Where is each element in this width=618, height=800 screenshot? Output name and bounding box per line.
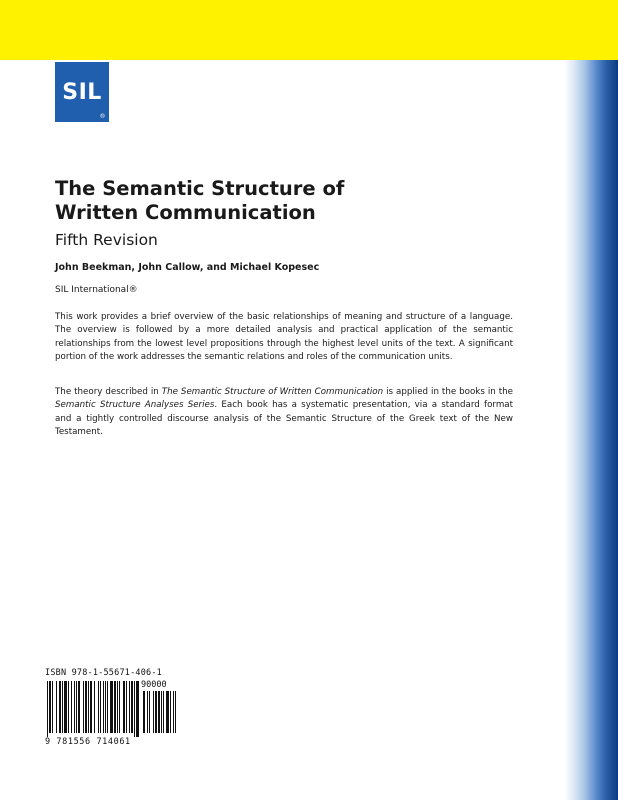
- barcode-bars-icon: [45, 681, 180, 737]
- description-p2-part-a: The theory described in: [55, 387, 162, 397]
- description-p2-part-c: . Each book has a systematic presentation, via a standard format and a tightly controlled discourse analysis of the Semantic Structure of the Greek text of the New Testament.: [55, 400, 514, 438]
- sil-logo-registered-mark: ®: [99, 113, 106, 120]
- description-p2-part-b: is applied in the books in the: [383, 387, 513, 397]
- book-subtitle: Fifth Revision: [55, 231, 158, 249]
- description-paragraph-1: This work provides a brief overview of the basic relationships of meaning and structure of a language. The overview is followed by a more detailed analysis and practical application of the semantic relationships from the lowest level propositions through the highest level units of the text. A significant portion of the work addresses the semantic relations and roles of the communication units.: [55, 312, 513, 363]
- blue-spine-gradient: [564, 60, 618, 800]
- sil-logo: [55, 62, 109, 122]
- book-title-line-1: The Semantic Structure of: [55, 177, 345, 200]
- book-authors: John Beekman, John Callow, and Michael Kopesec: [55, 262, 320, 273]
- sil-logo-text: SIL: [62, 79, 102, 105]
- isbn-label: ISBN 978-1-55671-406-1: [45, 668, 162, 678]
- isbn-barcode: [45, 668, 180, 750]
- book-title: [55, 177, 525, 225]
- book-title-line-2: Written Communication: [55, 201, 316, 224]
- barcode-digits: 9 781556 714061: [45, 737, 131, 747]
- description-p2-book-title: The Semantic Structure of Written Communication: [161, 387, 384, 397]
- yellow-top-band: [0, 0, 618, 60]
- description-p2-series-name: Semantic Structure Analyses Series: [55, 400, 215, 411]
- book-publisher: SIL International®: [55, 285, 138, 295]
- description-paragraph-2: [55, 386, 513, 440]
- barcode-price-code: 90000: [141, 680, 167, 690]
